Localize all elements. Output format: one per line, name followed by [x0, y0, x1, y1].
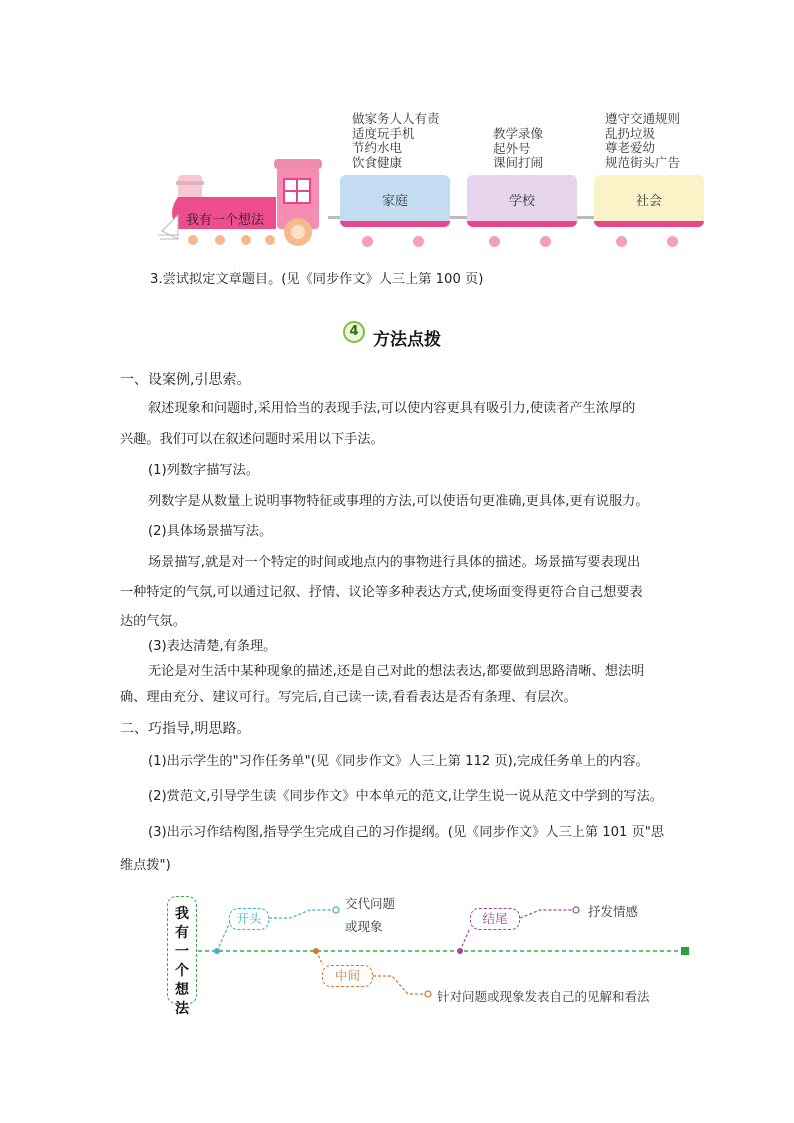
branch-middle-detail: 针对问题或现象发表自己的见解和看法 — [437, 989, 650, 1004]
branch-middle — [322, 965, 373, 987]
paragraph-line: 达的气氛。 — [120, 614, 186, 629]
topic-item: 遵守交通规则 — [605, 111, 681, 126]
branch-start-label: 开头 — [236, 911, 262, 926]
section-title: 方法点拨 — [373, 330, 441, 350]
branch-end — [470, 908, 520, 930]
branch-middle-label: 中间 — [334, 968, 360, 983]
paragraph-line: 列数字是从数量上说明事物特征或事理的方法,可以使语句更准确,更具体,更有说服力。 — [148, 494, 649, 509]
paragraph-line: 兴趣。我们可以在叙述问题时采用以下手法。 — [120, 432, 384, 447]
car-label-school: 学校 — [508, 194, 535, 209]
mind-map-root — [167, 896, 197, 1017]
topic-item: 适度玩手机 — [352, 125, 415, 141]
paragraph-line: (3)表达清楚,有条理。 — [148, 639, 277, 654]
topic-item: 做家务人人有责 — [352, 111, 440, 126]
paragraph-line: 叙述现象和问题时,采用恰当的表现手法,可以使内容更具有吸引力,使读者产生浓厚的 — [148, 401, 636, 416]
topic-item: 课间打闹 — [493, 155, 544, 170]
root-label: 我有一个想法 — [175, 906, 189, 1017]
branch-end-detail: 抒发情感 — [588, 904, 639, 919]
branch-start-detail: 交代问题 — [345, 896, 396, 911]
car-label-society: 社会 — [635, 194, 662, 209]
part1-heading: 一、设案例,引思索。 — [120, 372, 251, 388]
paragraph-line: (1)出示学生的"习作任务单"(见《同步作文》人三上第 112 页),完成任务单上的内容。 — [148, 754, 649, 769]
paragraph-line: (2)赏范文,引导学生读《同步作文》中本单元的范文,让学生说一说从范文中学到的写法。 — [148, 789, 663, 804]
paragraph-line: 场景描写,就是对一个特定的时间或地点内的事物进行具体的描述。场景描写要表现出 — [148, 555, 641, 570]
branch-end-label: 结尾 — [482, 911, 508, 926]
topic-item: 乱扔垃圾 — [605, 125, 656, 141]
paragraph-line: 无论是对生活中某种现象的描述,还是自己对此的想法表达,都要做到思路清晰、想法明 — [148, 664, 645, 679]
topic-item: 规范街头广告 — [605, 154, 681, 170]
paragraph-line: 一种特定的气氛,可以通过记叙、抒情、议论等多种表达方式,使场面变得更符合自己想要表 — [120, 585, 643, 600]
car-label-family: 家庭 — [381, 194, 408, 209]
topic-item: 教学录像 — [493, 126, 544, 141]
section-number: 4 — [349, 324, 359, 339]
topic-item: 尊老爱幼 — [605, 140, 656, 155]
branch-start-detail: 或现象 — [345, 919, 383, 934]
engine-label: 我有一个想法 — [186, 213, 265, 228]
paragraph-line: 确、理由充分、建议可行。写完后,自己读一读,看看表达是否有条理、有层次。 — [120, 690, 577, 705]
paragraph-line: (2)具体场景描写法。 — [148, 524, 273, 539]
part2-heading: 二、巧指导,明思路。 — [120, 721, 251, 737]
branch-start — [229, 908, 269, 930]
topic-item: 节约水电 — [352, 140, 403, 155]
paragraph-line: 维点拨") — [120, 858, 171, 873]
topic-item: 起外号 — [493, 140, 531, 156]
step3-text: 3.尝试拟定文章题目。(见《同步作文》人三上第 100 页) — [150, 272, 484, 287]
paragraph-line: (3)出示习作结构图,指导学生完成自己的习作提纲。(见《同步作文》人三上第 101 页"思 — [148, 825, 665, 840]
paragraph-line: (1)列数字描写法。 — [148, 463, 259, 478]
topic-item: 饮食健康 — [352, 154, 403, 170]
